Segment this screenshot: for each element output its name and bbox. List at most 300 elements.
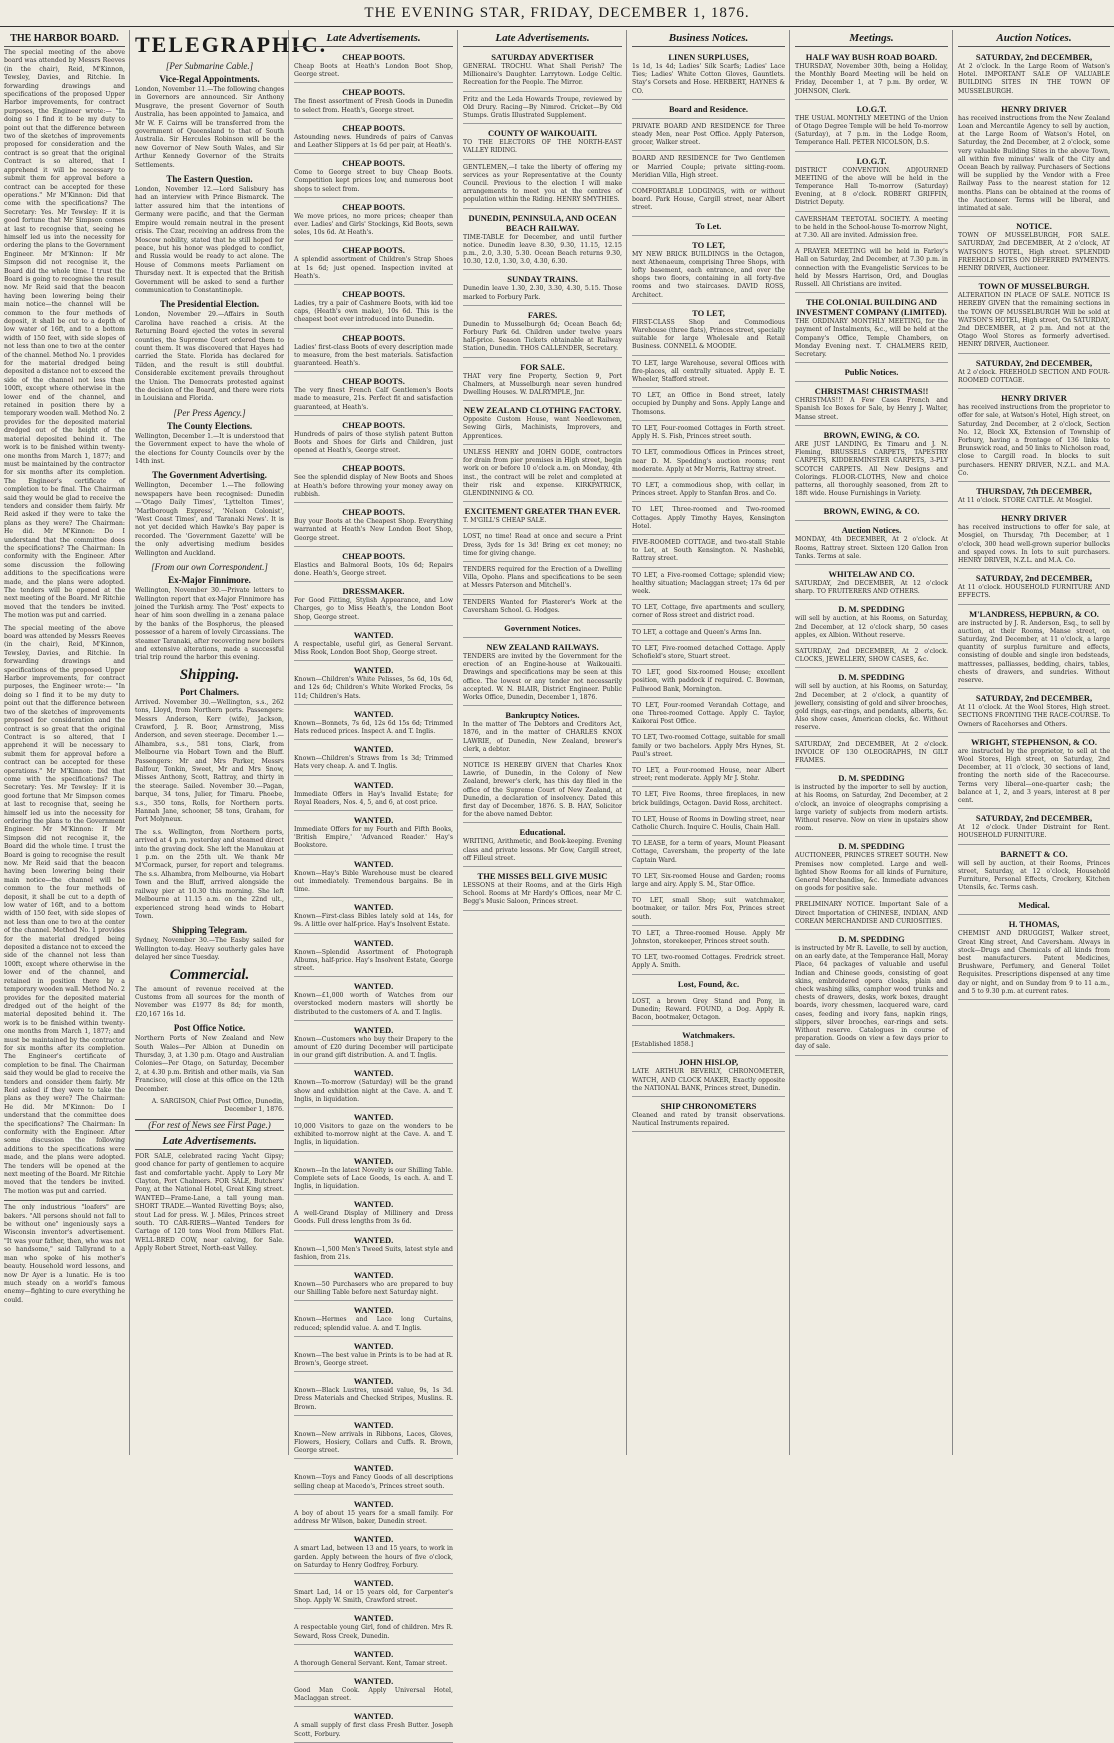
divider	[4, 1200, 125, 1201]
advertisement-body: TO LET, a Three-roomed House. Apply Mr Johnston, storekeeper, Princes street south.	[632, 929, 785, 946]
advertisement-title: THE MISSES BELL GIVE MUSIC	[477, 871, 608, 881]
advertisement	[294, 1110, 453, 1152]
advertisement	[463, 94, 622, 125]
advertisement	[795, 504, 948, 521]
advertisement-title: CHEAP BOOTS.	[342, 52, 405, 62]
advertisement-body: will sell by auction, at their Rooms, Princes street, Saturday, at 12 o'clock, Household Furniture, Personal Effects, Crockery, Kitchen Utensils, &c. Terms cash.	[958, 859, 1110, 892]
advertisement-title: Board and Residence.	[668, 103, 749, 114]
advertisement	[294, 1197, 453, 1230]
advertisement-body: LESSONS at their Rooms, and at the Girls High School. Rooms at Mr Hardy's Offices, near Mr C. Begg's Music Saloon, Princes street.	[463, 882, 622, 906]
advertisement	[294, 1674, 453, 1707]
advertisement-body: Come to George street to buy Cheap Boots. Competition kept prices low, and numerous boot shops to select from.	[294, 169, 453, 193]
advertisement-body: TO LET, House of Rooms in Dowling street, near Catholic Church. Inquire C. Houlis, Chain Hall.	[632, 815, 785, 831]
advertisement-title: WANTED.	[353, 1577, 394, 1588]
advertisement-body: Immediate Offers in Hay's Invalid Estate; for Royal Readers, Nos. 4, 5, and 6, at cost price.	[294, 790, 453, 806]
advertisement-title: SATURDAY ADVERTISER	[491, 52, 594, 62]
advertisement-title: WHITELAW AND CO.	[828, 568, 915, 579]
advertisement-body: Ladies, try a pair of Cashmere Boots, with kid toe caps, (Heath's own make), 10s 6d. This is the cheapest boot ever introduced into Dunedin.	[294, 300, 453, 324]
advertisement-title: Government Notices.	[504, 622, 581, 633]
advertisement-body: A respectable young Girl, fond of children. Mrs R. Seward, Ross Creek, Dunedin.	[294, 1624, 453, 1640]
advertisement	[958, 917, 1110, 1000]
postoffice-signature: A. SARGISON, Chief Post Office, Dunedin, December 1, 1876.	[151, 1098, 284, 1114]
advertisement	[463, 126, 622, 159]
advertisement-title: Bankruptcy Notices.	[505, 710, 580, 721]
advertisement	[463, 162, 622, 209]
advertisement	[294, 1303, 453, 1336]
advertisement	[795, 384, 948, 426]
advertisement	[632, 153, 785, 184]
advertisement-body: ALTERATION IN PLACE OF SALE. NOTICE IS HEREBY GIVEN that the remaining sections in the TOWN OF MUSSELBURGH Will be sold at WATSON'S HOTEL, High street, On SATURDAY, 2nd DECEMBER, at 2 p.m. And not at the Otago Wool Stores as formerly advertised. HENRY DRIVER, Auctioneer.	[958, 292, 1110, 349]
advertisement-title: WANTED.	[353, 1498, 394, 1509]
advertisement-body: Known—The best value in Prints is to be had at R. Brown's, George street.	[294, 1351, 453, 1368]
advertisement	[294, 584, 453, 626]
advertisement-title: WANTED.	[353, 779, 394, 790]
shipping-heading: Shipping.	[179, 666, 240, 683]
advertisement-body: Fritz and the Leda Howards Troupe, reviewed by Old Drury. Racing—By Nimrod. Cricket—By Old Stumps. Gratis Illustrated Supplement.	[463, 95, 622, 120]
miscellany-body: The only industrious "loafers" are bakers. "All persons should not fall to be without one" ingeniously says a Wisconsin inventor's advertisement. "It was your father, then, who was not so handsome," said Tallyrand to a man who spoke of his mother's beauty. Household word lessons, and now Dr Ayer is a lunatic. He is too much steady on a world's famous enemy—fighting to cure everything he could.	[4, 1204, 125, 1304]
advertisement	[294, 742, 453, 775]
advertisement	[795, 567, 948, 600]
advertisement	[463, 403, 622, 445]
advertisement-body: GENERAL TROCHU. What Shall Perish? The Millionaire's Daughter. Larrytown. Lodge Celtic. Recreation for the People. The Mirror.	[463, 63, 622, 87]
advertisement	[632, 667, 785, 698]
advertisement	[958, 391, 1110, 482]
advertisement-body: TO LEASE, for a term of years, Mount Pleasant Cottage, Caversham, the property of the late Captain Ward.	[632, 840, 785, 864]
advertisement-body: are instructed by the proprietor, to sell at the Wool Stores, High street, on Saturday, 2nd December, at 11 o'clock, 30 sections of land, fronting the north side of the Racecourse. Terms very liberal—one-quarter cash; the balance at 1, 2, and 3 years, interest at 8 per cent.	[958, 747, 1110, 804]
advertisement-title: CHRISTMAS! CHRISTMAS!!	[814, 386, 929, 397]
advertisement	[958, 484, 1110, 509]
advertisement	[632, 480, 785, 502]
advertisement-title: WANTED.	[353, 937, 394, 948]
section-body: London, November 11.—The following changes in Governors are announced. Sir Anthony Musgrave, the present Governor of South Australia, has been appointed to Jamaica, and Mr W. F. Cairns will be transferred from the government of Queensland to that of South Australia. Sir Hercules Robinson will be the new Governor of New South Wales, and Sir Arthur Kennedy Governor of the Straits Settlements.	[135, 86, 284, 169]
advertisement-body: has received instructions from the New Zealand Loan and Mercantile Agency to sell by auction, at the Large Room of Watson's Hotel, on Saturday, the 2nd December, at 2 o'clock, some very valuable Building Sites in the above Town, all within five minutes' walk of the City and Ocean Beach by railway. Purchasers of Sections will be supplied by the Vendor with a Free Railway Pass to the nearest station for 12 months. Plans can be obtained at the rooms of the Auctioneer. Terms will be liberal, and intimated at sale.	[958, 114, 1110, 213]
advertisement-body: TENDERS Wanted for Plasterer's Work at the Caversham School. G. Hodges.	[463, 598, 622, 614]
advertisement-body: ARE JUST LANDING, Ex Timaru and J. N. Fleming, BRUSSELS CARPETS, TAPESTRY CARPETS, KIDDERMINSTER CARPETS, 3-PLY SCOTCH CARPETS. All New Designs and Colorings. FLOOR-CLOTHS, New and choice patterns, all thoroughly seasoned, from 2ft to 18ft wide. House Furnishings in Variety.	[795, 440, 948, 498]
advertisement-body: A boy of about 15 years for a small family. For address Mr Wilson, baker, Dunedin street.	[294, 1509, 453, 1526]
advertisement-title: CHEAP BOOTS.	[342, 158, 405, 169]
advertisement-body: Astounding news. Hundreds of pairs of Canvas and Leather Slippers at 1s 6d per pair, at Heath's.	[294, 133, 453, 150]
section-heading: The Presidential Election.	[159, 299, 260, 310]
advertisement-body: Known—Splendid Assortment of Photograph Albums, half-price. Hay's Insolvent Estate, George street.	[294, 948, 453, 972]
advertisement-body: A well-Grand Display of Millinery and Dress Goods. Full dress lengths from 3s 6d.	[294, 1210, 453, 1226]
advertisement-body: Dunedin to Musselburgh 6d; Ocean Beach 6d; Forbury Park 6d. Children under twelve years half-price. Season Tickets obtainable at Railway Station, Dunedin. THOS CALLENDER, Secretary.	[463, 320, 622, 353]
advertisement-body: 10,000 Visitors to gaze on the wonders to be exhibited to-morrow night at the Cave. A. and T. Inglis, in liquidation.	[294, 1123, 453, 1147]
advertisement-title: HENRY DRIVER	[1001, 513, 1067, 524]
advertisement-body: LOST, no time! Read at once and secure a Print Dress, 3yds for 1s 3d! Bring ex cet money; no time for giving change.	[463, 533, 622, 557]
advertisement-title: D. M. SPEDDING	[838, 604, 905, 615]
advertisement-title: WANTED.	[353, 858, 394, 869]
section-heading: Post Office Notice.	[173, 1023, 246, 1034]
advertisement-body: Good Man Cook. Apply Universal Hotel, Maclaggan street.	[294, 1686, 453, 1703]
advertisement	[294, 1418, 453, 1460]
advertisement-title: NEW ZEALAND CLOTHING FACTORY.	[463, 405, 622, 416]
advertisement-body: TO LET, a Four-roomed House, near Albert street; rent moderate. Apply Mr J. Stohr.	[632, 766, 785, 783]
advertisement	[632, 643, 785, 665]
advertisement	[463, 597, 622, 619]
advertisement	[795, 839, 948, 897]
advertisement	[795, 246, 948, 293]
advertisement-body: TO THE ELECTORS OF THE NORTH-EAST VALLEY RIDING.	[463, 139, 622, 155]
advertisement	[632, 1055, 785, 1097]
advertisement-body: BOARD AND RESIDENCE for Two Gentlemen or Married Couple; private sitting-room. Meridian Villa, High street.	[632, 155, 785, 179]
advertisement	[632, 1028, 785, 1053]
advertisement-body: At 11 o'clock. STORE CATTLE. At Mosgiel.	[958, 496, 1093, 504]
advertisement-title: CHEAP BOOTS.	[342, 419, 405, 430]
advertisement	[795, 50, 948, 100]
advertisement-body: will sell by auction, at his Rooms, on Saturday, 2nd December, at 2 o'clock, a quantity of jewellery, consisting of gold and silver brooches, gold rings, ear-rings, and pendants, alberts, &c. Also show cases, American clocks, &c. Without reserve.	[795, 683, 948, 732]
commercial-heading: Commercial.	[169, 966, 250, 983]
advertisement	[463, 825, 622, 867]
advertisement-title: TOWN OF MUSSELBURGH.	[978, 281, 1090, 292]
advertisement-body: Known—Children's White Pelisses, 5s 6d, 10s 6d, and 12s 6d; Children's White Worked Frocks, 5s 11d; Children's Hats.	[294, 676, 453, 700]
advertisement-title: WANTED.	[353, 814, 394, 825]
advertisement-body: COMFORTABLE LODGINGS, with or without board. Park House, Cargill street, near Albert street.	[632, 188, 785, 212]
advertisement-body: LATE ARTHUR BEVERLY, CHRONOMETER, WATCH, AND CLOCK MAKER, Exactly opposite the NATIONAL BANK, Princes street, Dunedin.	[632, 1068, 785, 1092]
advertisement-title: HENRY DRIVER	[1001, 393, 1067, 404]
advertisement	[294, 121, 453, 154]
advertisement-body: TO LET, Two-roomed Cottage, suitable for small family or two bachelors. Apply Mrs Hynes, St. Paul's street.	[632, 734, 785, 758]
advertisement-title: WANTED.	[353, 1024, 394, 1035]
advertisement-body: THURSDAY, November 30th, being a Holiday, the Monthly Board Meeting will be held on Friday, December 1, at 7 p.m. By order, W. JOHNSON, Clerk.	[795, 63, 948, 95]
advertisement	[294, 85, 453, 118]
advertisement-body: A PRAYER MEETING will be held in Farley's Hall on Saturday, 2nd December, at 7.30 p.m. in connection with the Evangelistic Services to be held by Messrs Harrison, Ord, and Douglas Russell. All Christians are invited.	[795, 248, 948, 289]
advertisement	[632, 447, 785, 478]
harbor-board-body: The special meeting of the above board was attended by Messrs Reeves (in the chair), Reid, M'Kinnon, Tewsley, Davies, and Ritchie. In forwarding drawings and specifications of the proposed Upper Harbor improvements, for contract purposes, the Engineer wrote:— "In doing so I find it to be my duty to point out that the difference between two of the sketches of improvements proposed for consideration and the contract is so great that the original Contract is so altered, that I apprehend it will be necessary to submit them for approval before a contract can be accepted for these operations." Mr M'Kinnon: Did that come with the specifications? The Secretary: Yes. Mr Tewsley: If it is good fortune that Mr Simpson comes at last to recognise that, seeing he himself led us into the necessity for ordering the plans to the Government Engineer. Mr M'Kinnon: If Mr Simpson did not recognise it, the Board did the whole time. I trust the Board is going to recognise the result now. Mr Reid said that the beacon having been lowering being their main notice—the channel will be common to the four methods of deposit, it shall be cut to a depth of low water of 16ft, and to a bottom width of 150 feet, with side slopes of not less than one to two at the center of the channel. Method No. 1 provides for the material dredged being deposited a distance not to exceed the side of the channel not less than 100ft, except where otherwise in the lower end of the channel, and retained in position there by a temporary wooden wall. Method No. 2 provides for the deposited material dredged out of the height of the material deposited behind it. The work is to be finished within twenty-one months from March 1, 1877; and must be maintained by the contractor for six months after its completion. The Engineer's certificate of completion to be final. The Chairman said they would be glad to receive the tenders and consider them fairly. Mr Reid asked if they were to take the plans as they were? The Chairman: He did. Mr M'Kinnon: Do I understand that the committee does the specifications? The Chairman: In conformity with the Engineer. After some discussion the following additions to the specifications were made, and the plans were adopted. The tenders will be opened at the next meeting of the Board. Mr Ritchie moved that the tenders be invited. The motion was put and carried.	[4, 624, 125, 1195]
advertisement-title: CHEAP BOOTS.	[342, 289, 405, 300]
advertisement-title: CHEAP BOOTS.	[342, 87, 405, 98]
column-auction-notices	[954, 30, 1114, 1455]
advertisement	[294, 1023, 453, 1065]
advertisement	[632, 602, 785, 624]
advertisement-title: WANTED.	[353, 1155, 394, 1166]
advertisement-body: TO LET, an Office in Bond street, lately occupied by Dunphy and Sons. Apply Lange and Thomsons.	[632, 392, 785, 416]
advertisement-body: Known—In the latest Novelty is our Shilling Table. Complete sets of Lace Goods, 1s each. A. and T. Inglis, in liquidation.	[294, 1166, 453, 1191]
advertisement-body: Known—1,500 Men's Tweed Suits, latest style and fashion, from 21s.	[294, 1245, 453, 1261]
advertisement-body: SATURDAY, 2nd DECEMBER, At 2 o'clock. CLOCKS, JEWELLERY, SHOW CASES, &c.	[795, 647, 948, 664]
advertisement-body: Cleaned and rated by transit observations. Nautical Instruments repaired.	[632, 1112, 785, 1128]
advertisement-body: Known—Hay's Bible Warehouse must be cleared out immediately. Tremendous bargains. Be in time.	[294, 869, 453, 893]
advertisement-title: WANTED.	[353, 1112, 394, 1123]
advertisement-body: AUCTIONEER, PRINCES STREET SOUTH. New Premises now completed. Large and well-lighted Show Rooms for all kinds of Furniture, General Merchandise, &c. Immediate advances on goods for positive sale.	[795, 852, 948, 893]
advertisement	[294, 1066, 453, 1108]
column-heading: Late Advertisements.	[463, 30, 622, 47]
advertisement-title: Educational.	[519, 827, 566, 838]
advertisement	[294, 857, 453, 899]
advertisement-title: SATURDAY, 2nd DECEMBER,	[975, 357, 1093, 368]
advertisement-title: NEW ZEALAND RAILWAYS.	[486, 641, 599, 652]
advertisement-body: Known—50 Purchasers who are prepared to buy our Shilling Table before next Saturday night.	[294, 1281, 453, 1297]
advertisement	[795, 365, 948, 382]
advertisement-title: FARES.	[527, 309, 558, 320]
advertisement-body: is instructed by Mr R. Lavelle, to sell by auction, on an early date, at the Temperance Hall, Moray Place, 64 packages of valuable and useful Indian and Chinese goods, consisting of goat skins, embroidered opera cloaks, plain and check washing silks, camphor wood trunks and chests of drawers, desks, work boxes, draught boards, ivory chessmen, lacquered ware, card cases, feeding and ivory fans, napkin rings, slippers, silver brooches, ear-rings and sets. Without reserve. Catalogues in course of preparation. Goods on view a few days prior to day of sale.	[795, 945, 948, 1051]
advertisement-body: Known—Children's Straws from 1s 3d; Trimmed Hats very cheap. A. and T. Inglis.	[294, 755, 453, 771]
advertisement-title: D. M. SPEDDING	[838, 773, 905, 784]
advertisement-body: TENDERS are invited by the Government for the erection of an Engine-house at Waikouaiti. Drawings and specifications may be seen at this office. The lowest or any tender not necessarily accepted. W. N. BLAIR, District Engineer. Public Works Office, Dunedin, December 1, 1876.	[463, 652, 622, 701]
column-heading: Late Advertisements.	[294, 30, 453, 47]
advertisement-title: DUNEDIN, PENINSULA, AND OCEAN BEACH RAILWAY.	[468, 212, 617, 233]
advertisement-body: will sell by auction, at his Rooms, on Saturday, 2nd December, at 12 o'clock sharp, 50 cases apples, ex Albion. Without reserve.	[795, 615, 948, 639]
advertisement-title: COUNTY OF WAIKOUAITI.	[487, 128, 598, 139]
advertisement-title: TO LET,	[692, 307, 725, 318]
advertisement-title: H. THOMAS,	[1008, 919, 1060, 930]
advertisement	[463, 531, 622, 562]
advertisement-title: CHEAP BOOTS.	[342, 332, 405, 343]
advertisement-title: SATURDAY, 2nd DECEMBER,	[975, 52, 1093, 62]
shipping-body: Arrived. November 30.—Wellington, s.s., 262 tons, Lloyd, from Northern ports. Passengers: Messrs Anderson, Kerr (wife), Jackson, Crawford, J. R. Boor, Armstrong, Miss Anderson, and seven steerage. December 1.—Alhambra, s.s., 581 tons, Clark, from Melbourne via Hobart Town and the Bluff. Passengers: Mr and Mrs Parker, Messrs Balfour, Tonkin, Sweet, Mr and Mrs Snow, Misses Anthony, Scott, Rattray, and thirty in the steerage. Sailed. November 30.—Pagan, barque, 34 tons, Julier, for Timaru. Phoebe, s.s., 350 tons, Rolls, for Northern ports. Hannah Jane, schooner, 58 tons, Graham, for Port Molyneux.	[135, 698, 284, 824]
advertisement	[294, 1233, 453, 1266]
advertisement-title: WANTED.	[353, 981, 394, 992]
advertisement	[294, 200, 453, 242]
advertisement	[632, 871, 785, 893]
advertisement	[958, 356, 1110, 389]
advertisement-body: SATURDAY, 2nd DECEMBER, At 2 o'clock. INVOICE OF 130 OLEOGRAPHS, IN GILT FRAMES.	[795, 740, 948, 764]
advertisement	[958, 571, 1110, 604]
advertisement-body: NOTICE IS HEREBY GIVEN that Charles Knox Lawrie, of Dunedin, in the Colony of New Zealand, brewer's clerk, has this day filed in the office of the Supreme Court of New Zealand, at Dunedin, a declaration of insolvency. Dated this first day of December, 1876. S. B. HAY, Solicitor for the above named Debtor.	[463, 761, 622, 819]
advertisement	[294, 900, 453, 933]
section-heading: The County Elections.	[166, 420, 253, 431]
advertisement	[294, 1611, 453, 1644]
advertisement-title: FOR SALE.	[520, 361, 565, 372]
advertisement-body: A smart Lad, between 13 and 15 years, to work in garden. Apply between the hours of five o'clock, on Saturday to Henry Godfrey, Forbury.	[294, 1545, 453, 1569]
advertisement-title: WANTED.	[353, 1068, 394, 1079]
advertisement	[463, 447, 622, 502]
advertisement	[795, 646, 948, 668]
advertisement-body: TO LET, a Five-roomed Cottage; splendid view; healthy situation; Maclaggan street; 17s 6d per week.	[632, 571, 785, 595]
advertisement-title: Watchmakers.	[682, 1030, 735, 1041]
masthead-title: THE EVENING STAR, FRIDAY, DECEMBER 1, 1876.	[364, 4, 750, 21]
advertisement-body: At 2 o'clock. In the Large Room of Watson's Hotel. IMPORTANT SALE OF VALUABLE BUILDING SITES IN THE TOWN OF MUSSELBURGH.	[958, 63, 1110, 95]
advertisement-body: Immediate Offers for my Fourth and Fifth Books, 'British Empire,' 'Advanced Reader.' Hay's Bookstore.	[294, 825, 453, 850]
advertisement	[463, 360, 622, 402]
advertisement	[958, 50, 1110, 100]
advertisement	[795, 899, 948, 930]
shipping-body: The s.s. Wellington, from Northern ports, arrived at 4 p.m. yesterday and steamed direct into the graving dock. She left the Manukau at 1 p.m. on the 25th ult. We thank Mr M'Cormack, purser, for report and telegrams. The s.s. Alhambra, from Melbourne, via Hobart Town and the Bluff, arrived alongside the railway pier at 10.30 this morning. She left Melbourne at 11.15 a.m. on the 22nd ult., experienced strong head winds to Hobart Town.	[135, 828, 284, 920]
advertisement-body: TO LET, large Warehouse, several Offices with fire-places, all centrally situated. Apply E. T. Wheeler, Stafford street.	[632, 359, 785, 384]
advertisement	[294, 979, 453, 1021]
advertisement	[632, 390, 785, 421]
advertisement-title: WANTED.	[353, 708, 394, 719]
advertisement	[632, 50, 785, 100]
advertisement	[632, 121, 785, 152]
advertisement	[795, 523, 948, 565]
advertisement	[795, 602, 948, 644]
advertisement	[795, 214, 948, 245]
advertisement-title: SUNDAY TRAINS.	[507, 274, 578, 285]
advertisement	[463, 621, 622, 638]
late-ads-heading: Late Advertisements.	[135, 1133, 284, 1150]
advertisement-body: MY NEW BRICK BUILDINGS in the Octagon, next Athenaeum, comprising Three Shops, with lofty basement, each entrance, and over the shops two floors, containing in all forty-five rooms and two staircases. DAVID ROSS, Architect.	[632, 250, 785, 299]
advertisement-body: PRIVATE BOARD AND RESIDENCE for Three steady Men, near Post Office. Apply Paterson, grocer, Walker street.	[632, 122, 785, 147]
advertisement-title: To Let.	[695, 220, 722, 231]
advertisement-body: In the matter of The Debtors and Creditors Act, 1876, and in the matter of CHARLES KNOX LAWRIE, of Dunedin, New Zealand, brewer's clerk, a debtor.	[463, 721, 622, 753]
advertisement-body: TO LET, commodious Offices in Princes street, near D. M. Spedding's auction rooms; rent moderate. Apply at Mr Morris, Rattray street.	[632, 449, 785, 473]
advertisement	[632, 627, 785, 641]
advertisement	[294, 936, 453, 978]
advertisement	[632, 928, 785, 950]
advertisement-body: CHEMIST AND DRUGGIST, Walker street, Great King street, And Caversham. Always in stock—Drugs and Chemicals of all kinds from best manufacturers. Patent Medicines, Brushware, Perfumery, and General Toilet Requisites. Prescriptions dispensed at any time day or night, and on Sunday from 9 to 11 a.m., and 5 to 9.30 p.m. at current rates.	[958, 930, 1110, 995]
advertisement	[795, 932, 948, 1056]
advertisement	[632, 700, 785, 731]
advertisement-body: TOWN OF MUSSELBURGH, FOR SALE. SATURDAY, 2nd DECEMBER, At 2 o'clock, AT WATSON'S HOTEL, High street. SPLENDID FREEHOLD SITES ON DEFERRED PAYMENTS. HENRY DRIVER, Auctioneer.	[958, 232, 1110, 273]
advertisement-body: Known—Toys and Fancy Goods of all descriptions selling cheap at Macedo's, Princes street south.	[294, 1474, 453, 1490]
harbor-board-heading: THE HARBOR BOARD.	[4, 33, 125, 47]
advertisement	[294, 1647, 453, 1672]
advertisement-title: CHEAP BOOTS.	[342, 122, 405, 133]
advertisement	[632, 977, 785, 994]
advertisement-body: Known—First-class Bibles lately sold at 14s, for 9s. A little over half-price. Hay's Insolvent Estate.	[294, 913, 453, 929]
advertisement	[294, 374, 453, 416]
advertisement	[294, 156, 453, 198]
advertisement-body: TO LET, two-roomed Cottages. Fredrick street. Apply A. Smith.	[632, 954, 785, 970]
advertisement-title: WANTED.	[353, 1463, 394, 1474]
advertisement	[632, 219, 785, 236]
advertisement-title: DRESSMAKER.	[342, 586, 405, 597]
advertisement-body: At 11 o'clock. HOUSEHOLD FURNITURE AND EFFECTS.	[958, 584, 1110, 600]
section-body: Sydney, November 30.—The Easby sailed for Wellington to-day. Heavy southerly gales have delayed her since Tuesday.	[135, 937, 284, 962]
advertisement	[632, 732, 785, 763]
advertisement-title: D. M. SPEDDING	[838, 672, 905, 683]
advertisement-body: TO LET, small Shop; suit watchmaker, bootmaker, or tailor. Mrs Fox, Princes street south.	[632, 897, 785, 921]
advertisement-title: WANTED.	[353, 1340, 394, 1351]
advertisement	[294, 1374, 453, 1416]
advertisement	[958, 102, 1110, 217]
advertisement-body: The very finest French Calf Gentlemen's Boots made to measure, 21s. Perfect fit and satisfaction guaranteed, at Heath's.	[294, 387, 453, 411]
advertisement-body: CAVERSHAM TEETOTAL SOCIETY. A meeting to be held in the School-house To-morrow Night, at 7.30. All are invited. Admission free.	[795, 215, 948, 240]
advertisement-title: CHEAP BOOTS.	[342, 507, 405, 518]
advertisement-body: At 12 o'clock. Under Distraint for Rent. HOUSEHOLD FURNITURE.	[958, 824, 1110, 840]
section-body: London, November 29.—Affairs in South Carolina have reached a crisis. At the Returning Board ejected the votes in several counties, the Supreme Court ordered them to count them. It was discovered that Hayes had carried the State. Florida has declared for Tilden, and the result is still doubtful. Considerable excitement prevails throughout the Union. The Democrats protested against the decision of the Board, and there were riots in Louisiana and Florida.	[135, 311, 284, 403]
advertisement	[294, 287, 453, 329]
advertisement-title: WANTED.	[353, 744, 394, 755]
section-body: Wellington, December 1.—It is understood that the Government expect to have the whole of the elections for County Councils over by the 14th inst.	[135, 432, 284, 466]
advertisement-body: THAT very fine Property, Section 9, Port Chalmers, at Musselburgh near seven hundred Dwelling Houses. W. DALRYMPLE, Jnr.	[463, 372, 622, 397]
advertisement-body: Hundreds of pairs of those stylish patent Button Boots and Shoes for Girls and Children, just opened at Heath's, George street.	[294, 430, 453, 455]
masthead	[0, 0, 1114, 27]
advertisement-body: Dunedin leave 1.30, 2.30, 3.30, 4.30, 5.15. Those marked to Forbury Park.	[463, 285, 622, 301]
advertisement	[958, 811, 1110, 844]
advertisement-title: WANTED.	[353, 1376, 394, 1387]
advertisement-title: EXCITEMENT GREATER THAN EVER.	[464, 506, 621, 517]
advertisement-body: TO LET, Five-roomed detached Cottage. Apply Schofield's store, Stuart street.	[632, 644, 785, 660]
advertisement-body: A small supply of first class Fresh Butter. Joseph Scott, Forbury.	[294, 1722, 453, 1738]
commercial-body: The amount of revenue received at the Customs from all sources for the month of November was £1977 8s 8d; for month, £20,167 16s 1d.	[135, 985, 284, 1018]
advertisement	[958, 735, 1110, 809]
advertisement-title: SATURDAY, 2nd DECEMBER,	[975, 813, 1093, 824]
advertisement	[294, 505, 453, 547]
advertisement	[958, 511, 1110, 569]
advertisement	[463, 50, 622, 92]
advertisement-body: TIME-TABLE for December, and until further notice. Dunedin leave 8.30, 9.30, 11.15, 12.15 p.m., 2.0, 3.30, 5.30. Ocean Beach returns 9.30, 10.30, 12.0, 1.30, 3.0, 4.30, 6.30.	[463, 233, 622, 266]
advertisement	[795, 739, 948, 770]
advertisement-title: CHEAP BOOTS.	[342, 550, 405, 561]
advertisement-body: We move prices, no more prices; cheaper than ever. Ladies' and Girls' Stockings, Kid Boots, sewn soles, 10s 6d. At Heath's.	[294, 212, 453, 237]
advertisement-title: WANTED.	[353, 629, 394, 640]
section-body: London, November 12.—Lord Salisbury has had an interview with Prince Bismarck. The latter assured him that the intentions of Germany were pacific, and that the German Empire would remain neutral in the present crisis. The Czar, receiving an address from the Moscow nobility, stated that he still hoped for peace, but his honor was pledged to conflict, and Russia would be ready to act alone. The House of Commons meets Parliament on Thursday next. It is expected that the British Government will be asked to send a further communication to Constantinople.	[135, 186, 284, 294]
advertisement	[632, 895, 785, 926]
advertisement-body: is instructed by the importer to sell by auction, at his Rooms, on Saturday, 2nd December, at 2 o'clock, an invoice of oleographs comprising a large variety of subjects from modern artists. Without reserve. Now on view in upstairs show room.	[795, 784, 948, 833]
continued-note: (For rest of News see First Page.)	[135, 1119, 284, 1131]
advertisement	[958, 691, 1110, 733]
advertisement-title: BARNETT & CO.	[1000, 848, 1068, 859]
column-late-ads-1	[290, 30, 458, 1738]
section-byline: [From our own Correspondent.]	[151, 562, 268, 573]
advertisement	[463, 504, 622, 529]
section-heading: Vice-Regal Appointments.	[159, 74, 260, 84]
column-heading: Business Notices.	[632, 30, 785, 47]
section-heading: Shipping Telegram.	[171, 925, 248, 936]
advertisement-title: WANTED.	[353, 1305, 394, 1316]
advertisement-body: T. M'GILL'S CHEAP SALE.	[463, 517, 547, 525]
advertisement-body: Known—Customers who buy their Drapery to the amount of £20 during December will participate in our grand gift distribution. A. and T. Inglis.	[294, 1035, 453, 1060]
advertisement	[632, 238, 785, 304]
advertisement-body: THE ORDINARY MONTHLY MEETING, for the payment of Instalments, &c., will be held at the Company's Office, Temple Chambers, on Monday Evening next. T. CHALMERS REID, Secretary.	[795, 318, 948, 359]
advertisement	[958, 847, 1110, 897]
advertisement	[795, 154, 948, 212]
advertisement-body: MONDAY, 4th DECEMBER, At 2 o'clock. At Rooms, Rattray street. Sixteen 120 Gallon Iron Tanks. Terms at sale.	[795, 536, 948, 560]
advertisement-body: [Established 1858.]	[632, 1041, 694, 1049]
advertisement-title: I.O.G.T.	[856, 103, 887, 114]
advertisement-body: SATURDAY, 2nd DECEMBER, At 12 o'clock sharp. TO FRUITERERS AND OTHERS.	[795, 579, 948, 596]
advertisement-body: has received instructions from the proprietor to offer for sale, at Watson's Hotel, High street, on Saturday, 2nd December, at 2 o'clock, Section No. 12, Block XX, Extension of Township of Forbury, having a frontage of 136 links to Brunswick road, and 50 links to Nicholson road, close to Cargill road. In blocks to suit purchasers. HENRY DRIVER, N.Z.L. and M.A. Co.	[958, 404, 1110, 477]
advertisement-body: Known—To-morrow (Saturday) will be the grand show and exhibition night at the Cave. A. and T. Inglis, in liquidation.	[294, 1079, 453, 1103]
advertisement	[463, 760, 622, 823]
advertisement	[463, 211, 622, 271]
advertisement-title: SATURDAY, 2nd DECEMBER,	[975, 693, 1093, 704]
advertisement-title: WANTED.	[353, 1648, 394, 1659]
column-heading: Auction Notices.	[958, 30, 1110, 47]
section-body: Wellington, December 1.—The following newspapers have been recognised: Dunedin—'Otago Daily Times', 'Lyttelton Times', 'Marlborough Express', 'Nelson Colonist', 'West Coast Times', and 'Taranaki News'. It is not yet decided which Hawke's Bay paper is recorded. The 'Government Gazette' will be the only advertising medium besides Wellington and Auckland.	[135, 482, 284, 557]
advertisement-title: WANTED.	[353, 1270, 394, 1281]
advertisement-title: WANTED.	[353, 1234, 394, 1245]
advertisement-title: WRIGHT, STEPHENSON, & CO.	[971, 736, 1097, 747]
advertisement	[294, 1461, 453, 1494]
column-telegraphic	[131, 30, 328, 1455]
advertisement-title: WANTED.	[353, 902, 394, 913]
advertisement-body: At 2 o'clock. FREEHOLD SECTION AND FOUR-ROOMED COTTAGE.	[958, 368, 1110, 384]
advertisement-title: TO LET,	[692, 239, 725, 250]
advertisement	[294, 663, 453, 705]
column-late-ads-2	[459, 30, 627, 1455]
advertisement-body: UNLESS HENRY and JOHN GODE, contractors for drain from pier premises in High street, begin work on or before 10 o'clock a.m. on Monday, 4th inst., the contract will be relet and completed at their risk and expense. KIRKPATRICK, GLENDINNING & CO.	[463, 448, 622, 497]
advertisement-title: D. M. SPEDDING	[838, 934, 905, 945]
advertisement-body: TENDERS required for the Erection of a Dwelling Villa, Opoho. Plans and specifications to be seen at Messrs Paterson and Mitchell's.	[463, 565, 622, 590]
section-body: Wellington, November 30.—Private letters to Wellington report that ex-Major Finnimore has joined the Turkish army. The 'Post' expects to hear of him soon dwelling in a zenana palace by the banks of the Bosphorus, the pleased possessor of a harem of lovely Circassians. The steamer Taranaki, after recovering new boilers and extensive alterations, made a successful trial trip round the harbor this evening.	[135, 587, 284, 662]
advertisement	[294, 1532, 453, 1574]
advertisement-body: Opposite Custom House, want Needlewomen, Sewing Girls, Machinists, Improvers, and Apprentices.	[463, 416, 622, 440]
advertisement-body: has received instructions to offer for sale, at Mosgiel, on Thursday, 7th December, at 1 o'clock, 300 head well-grown superior bullocks and spayed cows. In lots to suit purchasers. HENRY DRIVER, N.Z.L. and M.A. Co.	[958, 524, 1110, 564]
advertisement	[632, 952, 785, 974]
advertisement	[294, 418, 453, 460]
advertisement-title: D. M. SPEDDING	[838, 841, 905, 852]
advertisement	[294, 549, 453, 582]
advertisement-title: I.O.G.T.	[856, 155, 887, 166]
advertisement-title: Medical.	[1018, 900, 1050, 911]
advertisement	[294, 1709, 453, 1742]
advertisement	[632, 102, 785, 119]
advertisement	[632, 306, 785, 356]
advertisement-body: See the splendid display of New Boots and Shoes at Heath's before throwing your money away on rubbish.	[294, 474, 453, 498]
advertisement-body: TO LET, Four-roomed Cottages in Forth street. Apply H. S. Fish, Princes street south.	[632, 424, 785, 441]
advertisement	[294, 1268, 453, 1301]
advertisement-title: Auction Notices.	[841, 525, 902, 536]
column-business-notices	[628, 30, 790, 1455]
advertisement	[294, 50, 453, 83]
advertisement-title: NOTICE.	[1016, 221, 1052, 232]
advertisement-body: TO LET, Six-roomed House and Garden; rooms large and airy. Apply S. M., Star Office.	[632, 872, 785, 889]
advertisement	[795, 771, 948, 837]
section-heading: The Government Advertising.	[152, 470, 267, 481]
advertisement-body: Elastics and Balmoral Boots, 10s 6d; Repairs done. Heath's, George street.	[294, 561, 453, 577]
